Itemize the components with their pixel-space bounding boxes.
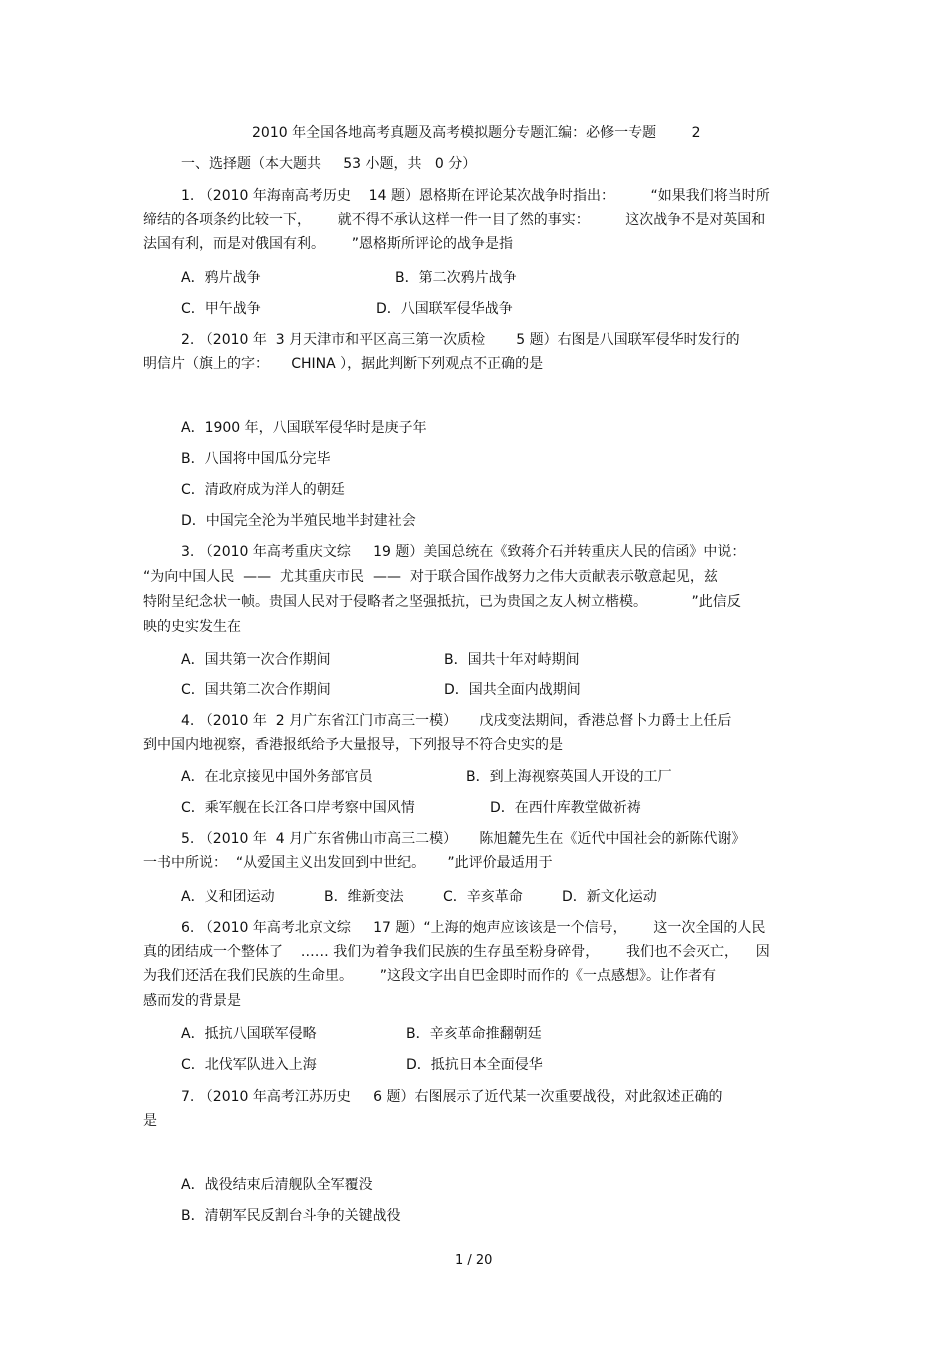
section-heading: 一、选择题（本大题共 53 小题，共 0 分） [181,156,477,172]
option-a: A．在北京接见中国外务部官员 [181,769,373,785]
question-line: 特附呈纪念状一帧。贵国人民对于侵略者之坚强抵抗，已为贵国之友人树立楷模。 ”此信反 [143,594,741,610]
question-line: 3. （2010 年高考重庆文综 19 题）美国总统在《致蒋介石并转重庆人民的信函》中说： [181,544,746,560]
option-b: B．辛亥革命推翻朝廷 [406,1026,542,1042]
option-a: A．国共第一次合作期间 [181,652,331,668]
option-c: C．国共第二次合作期间 [181,682,331,698]
option-a: A．抵抗八国联军侵略 [181,1026,317,1042]
option-d: D．国共全面内战期间 [444,682,581,698]
option-c: C．乘军舰在长江各口岸考察中国风情 [181,800,415,816]
question-line: 真的团结成一个整体了 …… 我们为着争我们民族的生存虽至粉身碎骨， 我们也不会灭亡， 因 [143,944,770,960]
option-a: A．义和团运动 [181,889,275,905]
question-line: 4. （2010 年 2 月广东省江门市高三一模） 戊戌变法期间，香港总督卜力爵士上任后 [181,713,732,729]
option-d: D．在西什库教堂做祈祷 [490,800,641,816]
question-line: 6. （2010 年高考北京文综 17 题）“上海的炮声应该该是一个信号， 这一次全国的人民 [181,920,766,936]
option-b: B．维新变法 [324,889,404,905]
option-a: A．鸦片战争 [181,270,261,286]
question-line: 7. （2010 年高考江苏历史 6 题）右图展示了近代某一次重要战役，对此叙述正确的 [181,1089,723,1105]
option-d: D．中国完全沦为半殖民地半封建社会 [181,513,416,529]
option-c: C．辛亥革命 [443,889,523,905]
option-d: D．抵抗日本全面侵华 [406,1057,543,1073]
option-d: D．新文化运动 [562,889,657,905]
question-line: “为向中国人民 —— 尤其重庆市民 —— 对于联合国作战努力之伟大贡献表示敬意起见，兹 [143,569,718,585]
question-line: 5. （2010 年 4 月广东省佛山市高三二模） 陈旭麓先生在《近代中国社会的新陈代谢》 [181,831,746,847]
option-a: A．1900 年，八国联军侵华时是庚子年 [181,420,427,436]
option-b: B．清朝军民反割台斗争的关键战役 [181,1208,401,1224]
page-number: 1 / 20 [455,1253,493,1268]
question-line: 感而发的背景是 [143,993,241,1009]
document-title: 2010 年全国各地高考真题及高考模拟题分专题汇编：必修一专题 2 [252,125,701,141]
option-d: D．八国联军侵华战争 [376,301,513,317]
option-b: B．国共十年对峙期间 [444,652,580,668]
option-b: B．第二次鸦片战争 [395,270,517,286]
question-line: 法国有利，而是对俄国有利。 ”恩格斯所评论的战争是指 [143,236,513,252]
question-line: 明信片（旗上的字： CHINA ），据此判断下列观点不正确的是 [143,356,544,372]
option-b: B．到上海视察英国人开设的工厂 [466,769,672,785]
option-c: C．甲午战争 [181,301,261,317]
option-c: C．清政府成为洋人的朝廷 [181,482,345,498]
question-line: 一书中所说： “从爱国主义出发回到中世纪。 ”此评价最适用于 [143,855,553,871]
question-line: 为我们还活在我们民族的生命里。 ”这段文字出自巴金即时而作的《一点感想》。让作者有 [143,968,716,984]
question-line: 是 [143,1113,157,1129]
option-b: B．八国将中国瓜分完毕 [181,451,331,467]
question-line: 1. （2010 年海南高考历史 14 题）恩格斯在评论某次战争时指出： “如果我们将当时所 [181,188,770,204]
question-line: 映的史实发生在 [143,619,241,635]
option-c: C．北伐军队进入上海 [181,1057,317,1073]
question-line: 2. （2010 年 3 月天津市和平区高三第一次质检 5 题）右图是八国联军侵华时发行的 [181,332,740,348]
question-line: 缔结的各项条约比较一下， 就不得不承认这样一件一目了然的事实： 这次战争不是对英国和 [143,212,766,228]
question-line: 到中国内地视察，香港报纸给予大量报导，下列报导不符合史实的是 [143,737,563,753]
option-a: A．战役结束后清舰队全军覆没 [181,1177,373,1193]
